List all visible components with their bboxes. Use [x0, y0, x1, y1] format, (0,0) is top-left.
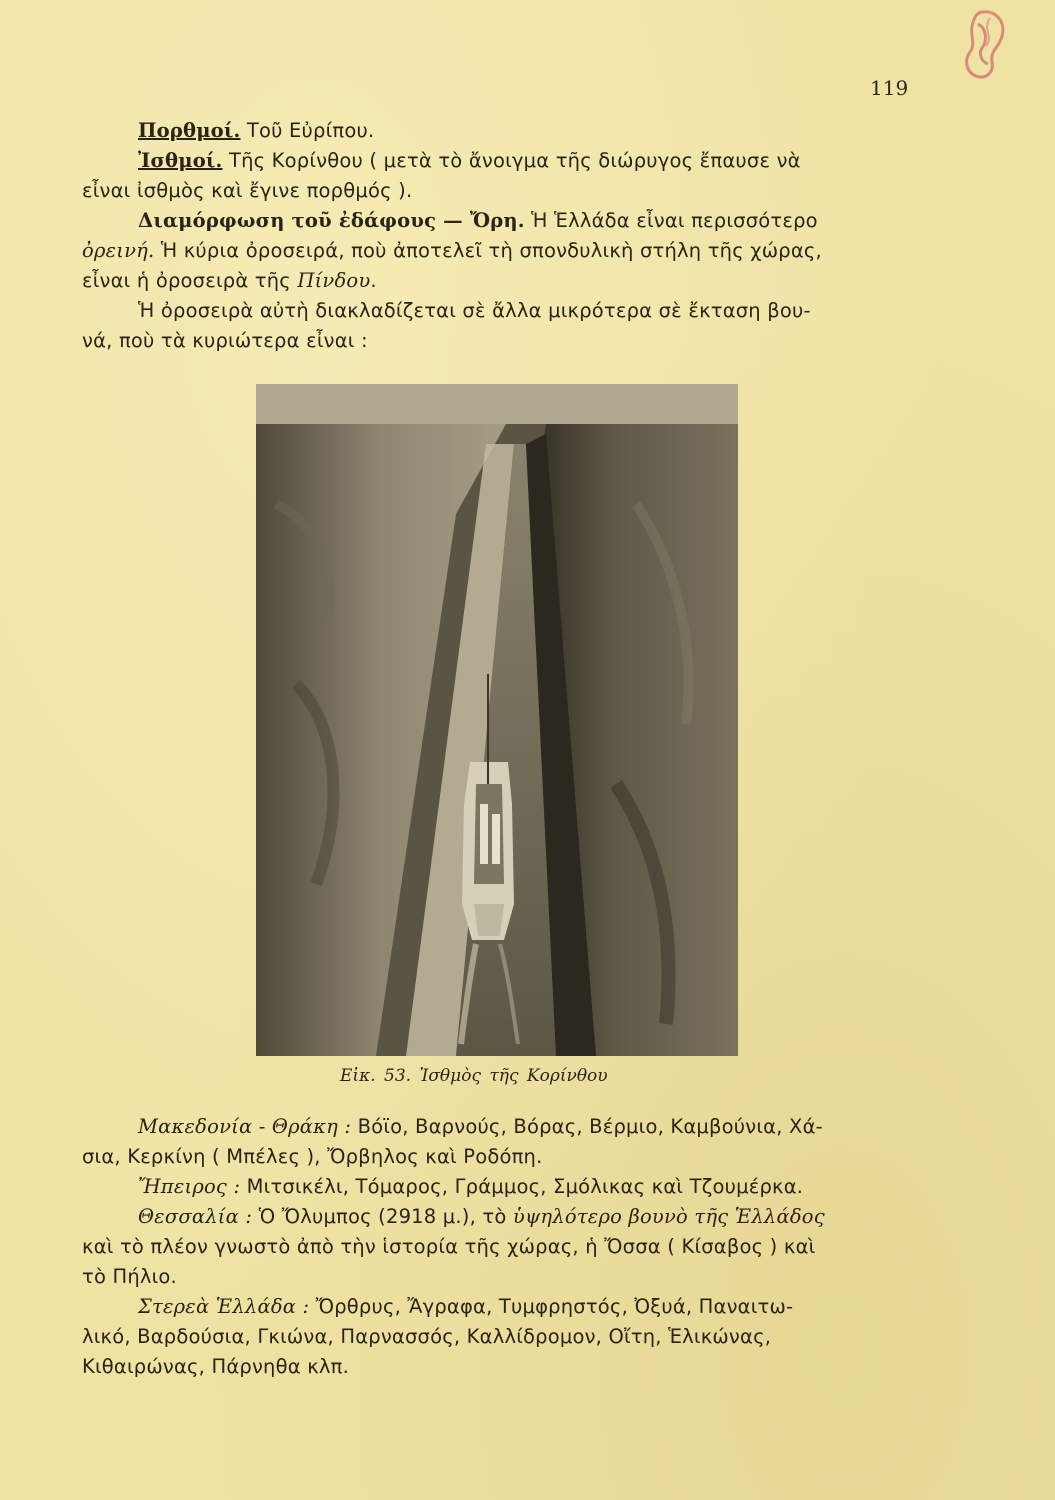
region-thessalia-line1 — [82, 1202, 918, 1232]
paragraph-porthmoi — [82, 116, 918, 146]
library-stamp-icon — [952, 6, 1012, 84]
region-thessalia-line3: τὸ Πήλιο. — [82, 1265, 177, 1288]
italic-oreini: ὀρεινή. — [82, 239, 155, 262]
paragraph-diamorfosi-line3 — [82, 266, 918, 296]
italic-highest-mountain: ὑψηλότερο βουνὸ τῆς Ἑλλάδος — [512, 1205, 825, 1228]
paragraph-isthmoi-line1 — [82, 146, 918, 176]
thessalia-text: Ὁ Ὄλυμπος (2918 μ.), τὸ — [252, 1205, 513, 1228]
diamorfosi-line3-end: . — [370, 269, 377, 292]
paragraph-isthmoi-line2: εἶναι ἰσθμὸς καὶ ἔγινε πορθμός ). — [82, 179, 413, 202]
region-makedonia-line2: σια, Κερκίνη ( Μπέλες ), Ὄρβηλος καὶ Ροδόπη. — [82, 1145, 543, 1168]
term-porthmoi: Πορθμοί. — [138, 119, 241, 142]
diamorfosi-text: Ἡ Ἑλλάδα εἶναι περισσότερο — [524, 209, 818, 232]
bottom-text-block — [82, 1112, 918, 1382]
paragraph-orosira-line2: νά, ποὺ τὰ κυριώτερα εἶναι : — [82, 329, 368, 352]
paragraph-orosira-line1: Ἡ ὀροσειρὰ αὐτὴ διακλαδίζεται σὲ ἄλλα μικρότερα σὲ ἔκταση βου- — [138, 299, 811, 322]
region-ipeiros — [82, 1172, 918, 1202]
label-sterea: Στερεὰ Ἑλλάδα : — [138, 1295, 310, 1318]
italic-pindou: Πίνδου — [297, 269, 371, 292]
ipeiros-text: Μιτσικέλι, Τόμαρος, Γράμμος, Σμόλικας καὶ Τζουμέρκα. — [240, 1175, 804, 1198]
isthmoi-text: Τῆς Κορίνθου ( μετὰ τὸ ἄνοιγμα τῆς διώρυγος ἔπαυσε νὰ — [222, 149, 801, 172]
region-sterea-line1 — [82, 1292, 918, 1322]
top-text-block — [82, 116, 918, 356]
region-sterea-line2: λικό, Βαρδούσια, Γκιώνα, Παρνασσός, Καλλίδρομον, Οἴτη, Ἑλικώνας, — [82, 1325, 772, 1348]
heading-diamorfosi: Διαμόρφωση τοῦ ἐδάφους — Ὄρη. — [138, 209, 525, 232]
diamorfosi-line2-text: Ἡ κύρια ὀροσειρά, ποὺ ἀποτελεῖ τὴ σπονδυλικὴ στήλη τῆς χώρας, — [154, 239, 822, 262]
diamorfosi-line3-text: εἶναι ἡ ὀροσειρὰ τῆς — [82, 269, 298, 292]
porthmoi-text: Τοῦ Εὐρίπου. — [240, 119, 375, 142]
term-isthmoi: Ἰσθμοί. — [138, 149, 223, 172]
figure-caption: Εἰκ. 53. Ἰσθμὸς τῆς Κορίνθου — [340, 1066, 608, 1086]
label-ipeiros: Ἤπειρος : — [138, 1175, 241, 1198]
paragraph-diamorfosi-line1 — [82, 206, 918, 236]
page-number: 119 — [870, 76, 909, 100]
paragraph-diamorfosi-line2 — [82, 236, 918, 266]
label-thessalia: Θεσσαλία : — [138, 1205, 253, 1228]
region-thessalia-line2: καὶ τὸ πλέον γνωστὸ ἀπὸ τὴν ἱστορία τῆς χώρας, ἡ Ὄσσα ( Κίσαβος ) καὶ — [82, 1235, 816, 1258]
region-makedonia-line1 — [82, 1112, 918, 1142]
label-makedonia: Μακεδονία - Θράκη : — [138, 1115, 352, 1138]
corinth-canal-photo — [256, 384, 738, 1056]
region-sterea-line3: Κιθαιρώνας, Πάρνηθα κλπ. — [82, 1355, 349, 1378]
sterea-text: Ὄρθρυς, Ἄγραφα, Τυμφρηστός, Ὀξυά, Παναιτω- — [309, 1295, 794, 1318]
makedonia-text: Βόϊο, Βαρνούς, Βόρας, Βέρμιο, Καμβούνια, Χά- — [351, 1115, 823, 1138]
